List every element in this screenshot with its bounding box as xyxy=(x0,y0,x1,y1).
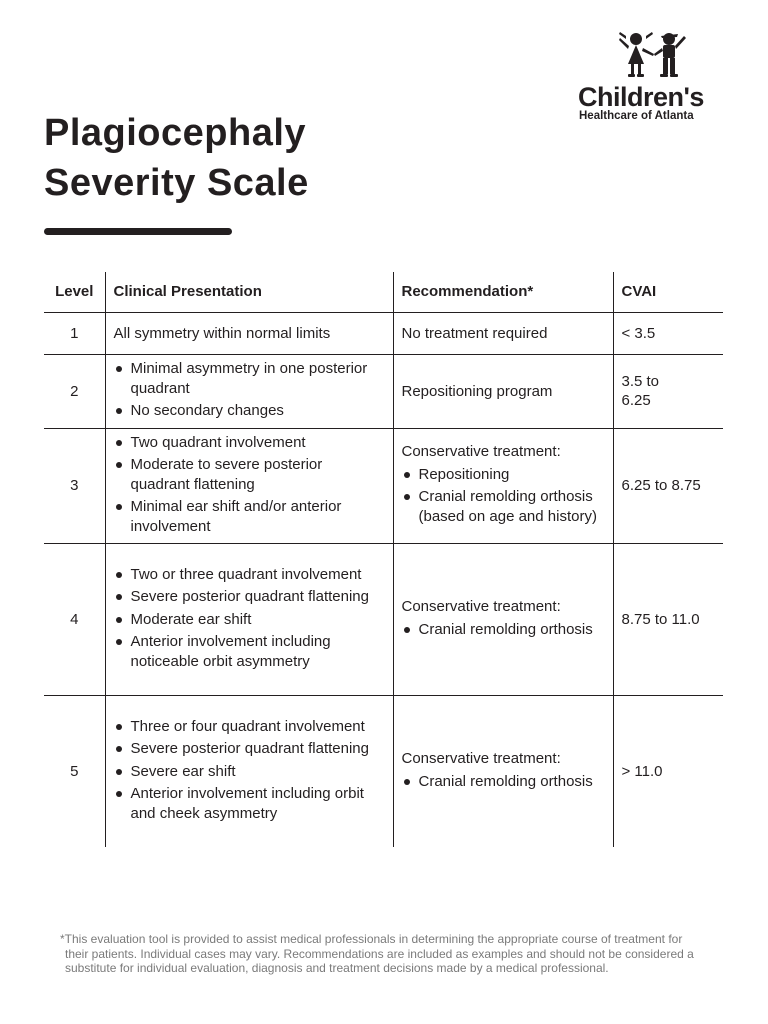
recommendation-lead: Conservative treatment: xyxy=(401,750,561,767)
list-item: Severe posterior quadrant flattening xyxy=(114,739,385,759)
disclaimer-footnote: *This evaluation tool is provided to assist medical professionals in determining the appropriate course of treatment for their patients. Individual cases may vary. Recommendations are included as examples and should not be considered a substitute for individual evaluation, diagnosis and treatment decisions made by a medical professional. xyxy=(60,932,694,975)
header-clinical-presentation: Clinical Presentation xyxy=(105,272,393,313)
level-cell: 3 xyxy=(44,428,105,544)
cvai-cell: 3.5 to 6.25 xyxy=(613,355,723,429)
cvai-cell: < 3.5 xyxy=(613,313,723,355)
cvai-cell: 6.25 to 8.75 xyxy=(613,428,723,544)
list-item: Minimal ear shift and/or anterior involvement xyxy=(114,497,385,536)
page-title-line-1: Plagiocephaly xyxy=(44,112,307,154)
list-item: Two or three quadrant involvement xyxy=(114,565,385,585)
title-underline xyxy=(44,228,232,235)
cvai-cell: > 11.0 xyxy=(613,696,723,848)
presentation-list xyxy=(114,565,385,672)
logo-name: Children's xyxy=(578,82,704,112)
table-row xyxy=(44,428,723,544)
recommendation-lead: Conservative treatment: xyxy=(401,598,561,615)
recommendation-list xyxy=(402,465,605,527)
recommendation-list xyxy=(402,772,605,792)
header-level: Level xyxy=(44,272,105,313)
logo-subtitle: Healthcare of Atlanta xyxy=(579,110,694,122)
recommendation-cell xyxy=(393,544,613,696)
recommendation-lead: Conservative treatment: xyxy=(401,443,561,461)
recommendation-cell: Repositioning program xyxy=(393,355,613,429)
children-figures-icon xyxy=(616,30,690,80)
list-item: Cranial remolding orthosis xyxy=(402,772,605,792)
list-item: Repositioning xyxy=(402,465,605,485)
table-row xyxy=(44,355,723,429)
list-item: Anterior involvement including noticeable orbit asymmetry xyxy=(114,632,385,671)
list-item: Severe posterior quadrant flattening xyxy=(114,587,385,607)
list-item: Severe ear shift xyxy=(114,762,385,782)
presentation-list xyxy=(114,359,385,421)
severity-scale-table xyxy=(44,272,723,847)
header-recommendation: Recommendation* xyxy=(393,272,613,313)
level-cell: 2 xyxy=(44,355,105,429)
level-cell: 5 xyxy=(70,762,79,780)
list-item: Moderate ear shift xyxy=(114,610,385,630)
table-header-row xyxy=(44,272,723,313)
recommendation-list xyxy=(402,620,605,640)
recommendation-cell xyxy=(393,428,613,544)
list-item: Minimal asymmetry in one posterior quadrant xyxy=(114,359,385,398)
presentation-cell xyxy=(105,355,393,429)
list-item: No secondary changes xyxy=(114,401,385,421)
childrens-healthcare-logo xyxy=(578,30,738,122)
table-row xyxy=(44,313,723,355)
page-title xyxy=(44,108,464,208)
table-row xyxy=(44,696,723,848)
list-item: Cranial remolding orthosis (based on age and history) xyxy=(402,487,605,526)
list-item: Three or four quadrant involvement xyxy=(114,717,385,737)
cvai-cell: 8.75 to 11.0 xyxy=(613,544,723,696)
presentation-cell xyxy=(105,696,393,848)
header-cvai: CVAI xyxy=(613,272,723,313)
recommendation-cell: No treatment required xyxy=(393,313,613,355)
level-cell: 1 xyxy=(44,313,105,355)
list-item: Anterior involvement including orbit and cheek asymmetry xyxy=(114,784,385,823)
presentation-list xyxy=(114,717,385,824)
recommendation-cell xyxy=(393,696,613,848)
presentation-cell xyxy=(105,428,393,544)
list-item: Moderate to severe posterior quadrant flattening xyxy=(114,455,385,494)
list-item: Cranial remolding orthosis xyxy=(402,620,605,640)
presentation-cell xyxy=(105,544,393,696)
page-title-line-2: Severity Scale xyxy=(44,162,309,204)
presentation-list xyxy=(114,433,385,537)
table-row xyxy=(44,544,723,696)
list-item: Two quadrant involvement xyxy=(114,433,385,453)
presentation-cell: All symmetry within normal limits xyxy=(105,313,393,355)
level-cell: 4 xyxy=(44,544,105,696)
